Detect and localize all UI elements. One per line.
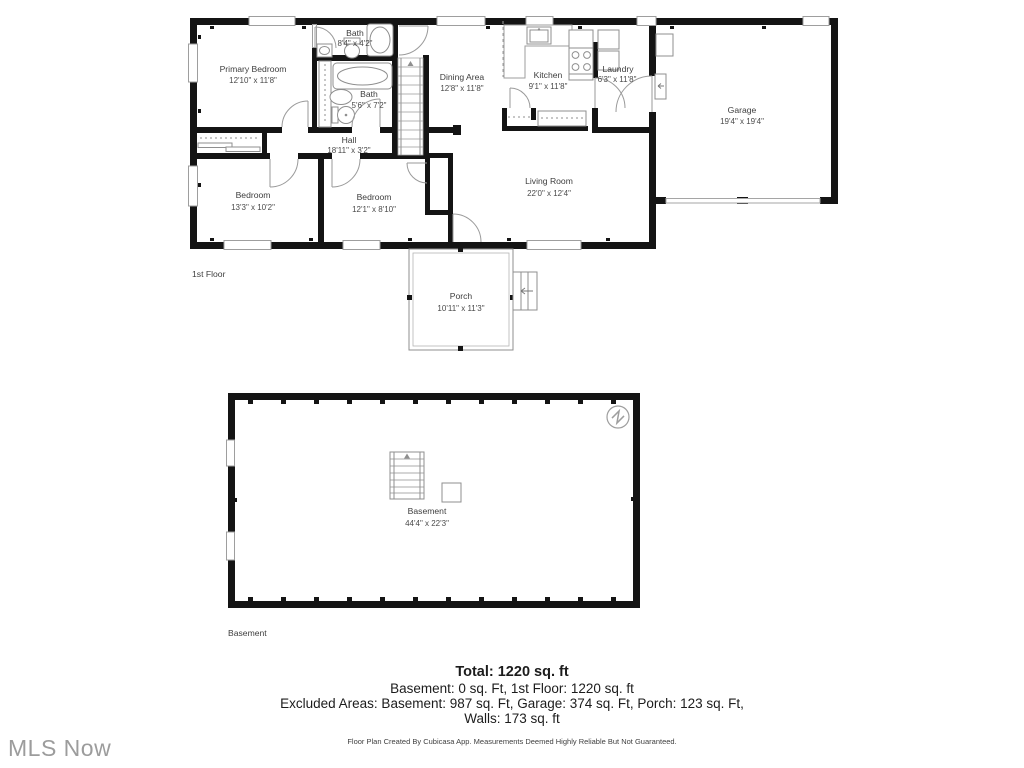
room-dims: 6'3" x 11'8"	[597, 75, 637, 84]
first-floor-plan	[189, 17, 839, 352]
room-dims: 8'4" x 4'2"	[337, 39, 373, 48]
room-dims: 9'1" x 11'8"	[528, 82, 568, 91]
disclaimer-text: Floor Plan Created By Cubicasa App. Measurements Deemed Highly Reliable But Not Guaranteed.	[347, 737, 677, 746]
door-arc	[282, 101, 308, 127]
room-dims: 10'11" x 11'3"	[437, 304, 485, 313]
room-dims: 12'1" x 8'10"	[352, 205, 396, 214]
door-arc	[332, 159, 360, 187]
room-dims: 44'4" x 22'3"	[405, 519, 449, 528]
room-dims: 22'0" x 12'4"	[527, 189, 571, 198]
room-label: Bedroom	[235, 190, 271, 200]
room-dims: 19'4" x 19'4"	[720, 117, 764, 126]
garage-step	[655, 74, 666, 99]
room-label: Hall	[341, 135, 357, 145]
room-label: Bath	[360, 89, 378, 99]
basement-staircase	[390, 452, 424, 499]
room-label: Bedroom	[356, 192, 392, 202]
bath2-fixtures	[319, 61, 392, 127]
support-post	[442, 483, 461, 502]
hall-closet	[198, 138, 260, 152]
stair-door-arc	[399, 26, 428, 55]
room-label: Bath	[346, 28, 364, 38]
room-label: Porch	[449, 291, 473, 301]
room-label: Primary Bedroom	[219, 64, 287, 74]
washer-icon	[598, 30, 619, 49]
basement-labels	[228, 506, 449, 638]
room-dims: 12'10" x 11'8"	[229, 76, 277, 85]
room-dims: 18'11" x 3'2"	[327, 146, 371, 155]
area-summary	[0, 664, 1024, 746]
room-label: Laundry	[602, 64, 634, 74]
room-dims: 5'6" x 7'2"	[351, 101, 387, 110]
room-label: Kitchen	[533, 70, 563, 80]
room-dims: 13'3" x 10'2"	[231, 203, 275, 212]
staircase	[398, 58, 423, 155]
room-label: Dining Area	[439, 72, 485, 82]
basement-plan	[227, 393, 641, 638]
first-floor-labels	[192, 28, 764, 313]
walls-area: Walls: 173 sq. ft	[464, 711, 560, 726]
sink-icon	[330, 90, 352, 105]
front-door-arc	[453, 214, 481, 242]
garage-door	[666, 199, 820, 204]
closet-door-arc	[407, 163, 427, 183]
basement-walls	[228, 393, 640, 608]
room-label: Living Room	[525, 176, 573, 186]
stove-icon	[569, 48, 593, 74]
excluded-areas: Excluded Areas: Basement: 987 sq. Ft, Garage: 374 sq. Ft, Porch: 123 sq. Ft,	[280, 696, 744, 711]
door-arc	[270, 159, 298, 187]
room-label: Garage	[727, 105, 757, 115]
room-label: Basement	[407, 506, 447, 516]
north-compass-icon	[607, 406, 629, 428]
floor-label-first: 1st Floor	[192, 269, 226, 279]
water-heater-icon	[656, 34, 673, 56]
room-dims: 12'8" x 11'8"	[440, 84, 484, 93]
pantry-door-arc	[510, 88, 530, 108]
porch-steps	[513, 272, 537, 310]
floor-areas: Basement: 0 sq. Ft, 1st Floor: 1220 sq. ft	[390, 681, 634, 696]
mls-watermark: MLS Now	[8, 735, 112, 761]
floor-label-basement: Basement	[228, 628, 267, 638]
total-area: Total: 1220 sq. ft	[455, 664, 569, 680]
